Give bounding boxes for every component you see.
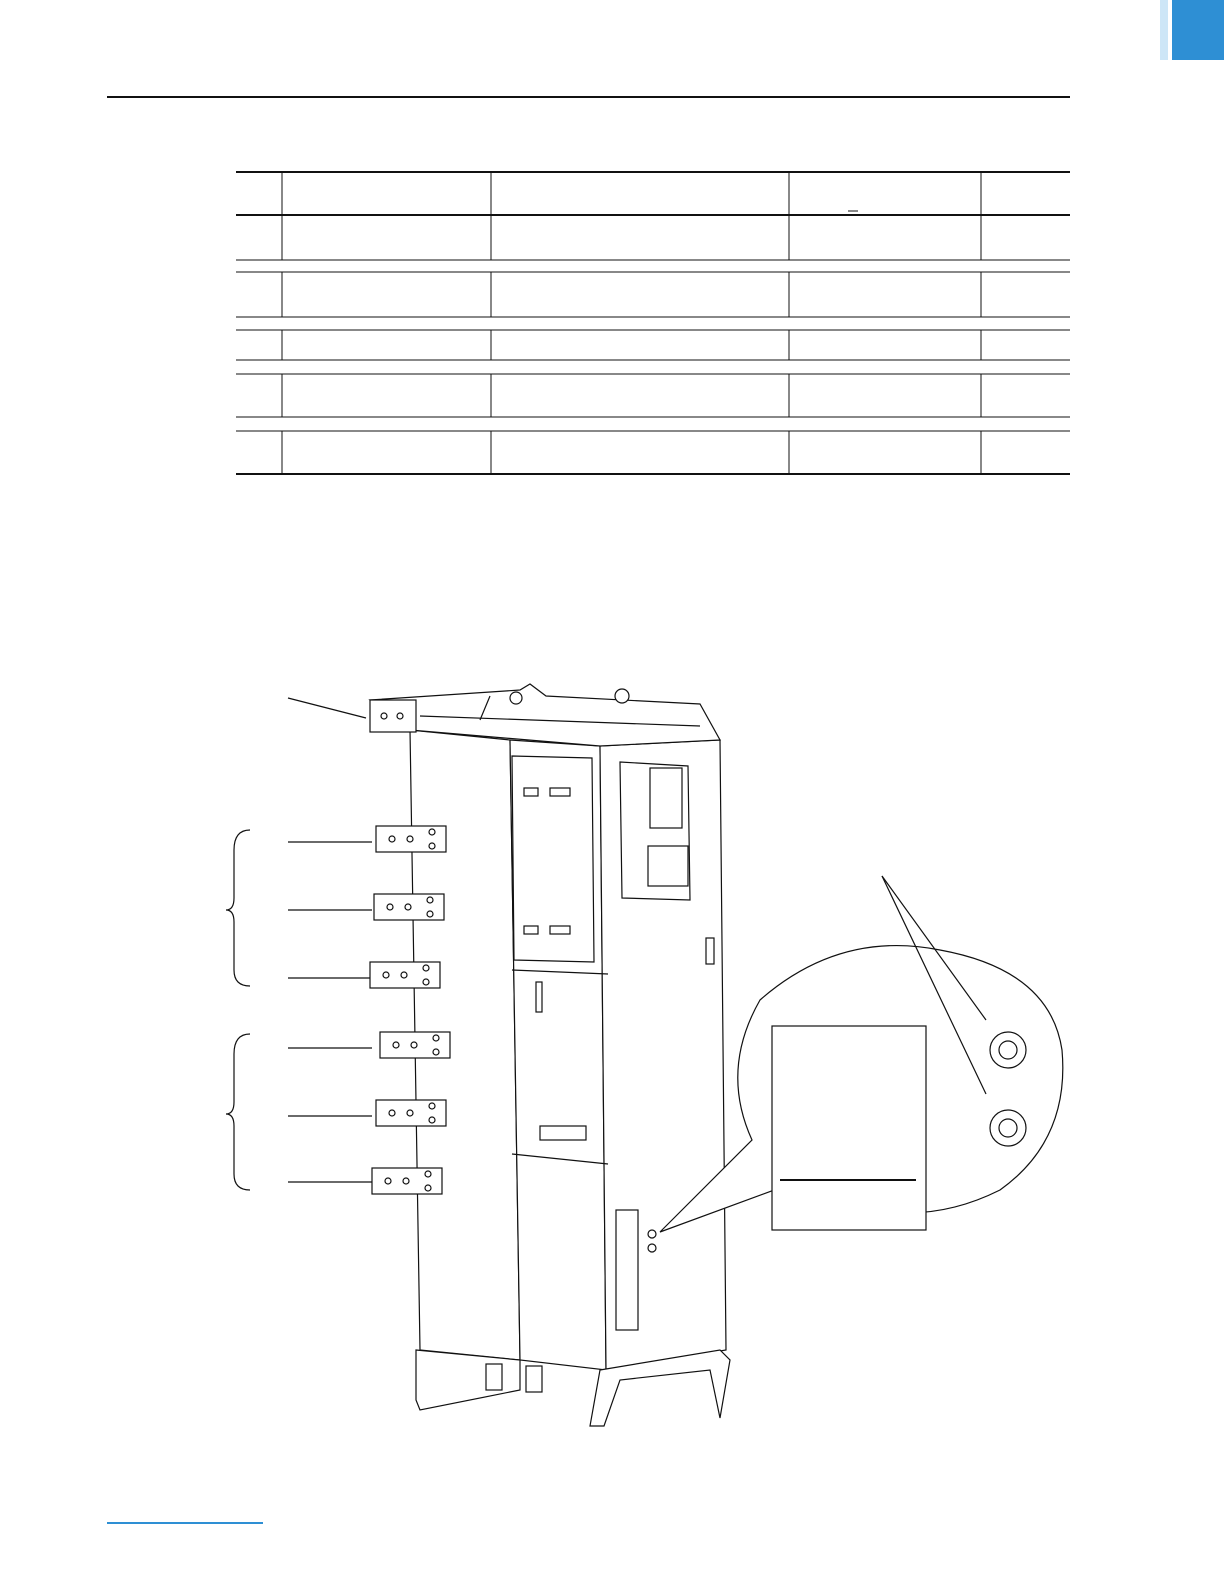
cabinet-base-left (416, 1350, 520, 1410)
terminal-strip (616, 1210, 638, 1330)
busbar-group-lower (372, 1032, 450, 1194)
footer-link-underline[interactable] (107, 1522, 263, 1524)
chapter-tab-strip (1160, 0, 1168, 60)
drive-module-line-art (220, 670, 1080, 1430)
header-rule (107, 96, 1070, 98)
bracket-upper (226, 830, 250, 986)
spec-table (236, 171, 1070, 477)
leader-line-top (288, 698, 366, 718)
top-busbar (370, 700, 416, 732)
spec-table-grid (236, 171, 1070, 477)
busbar-group-upper (370, 826, 446, 988)
bracket-lower (226, 1034, 250, 1190)
chapter-tab (1172, 0, 1224, 60)
detail-label-plate (772, 1026, 926, 1230)
drive-module-drawing (220, 670, 1080, 1430)
